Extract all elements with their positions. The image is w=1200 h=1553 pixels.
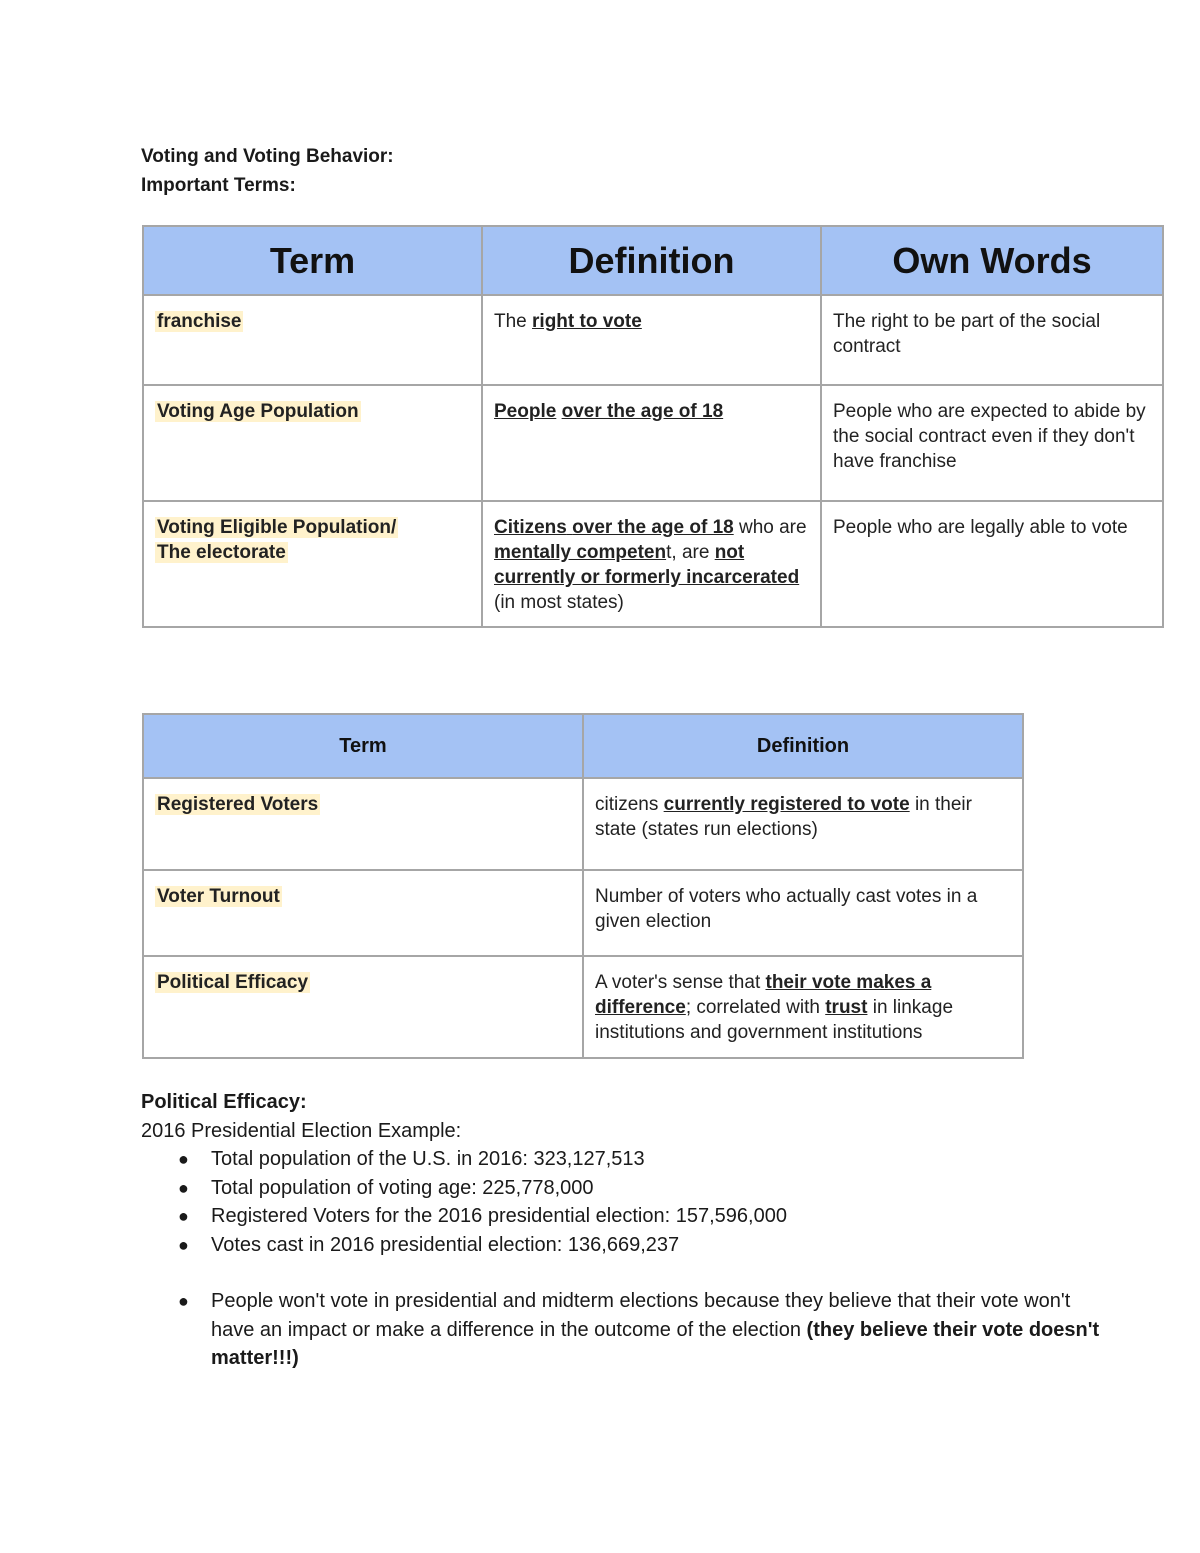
own-words-cell: People who are expected to abide by the social contract even if they don't have franchise	[821, 385, 1163, 501]
term-voter-turnout: Voter Turnout	[157, 886, 280, 907]
bullet-icon: ●	[178, 1149, 189, 1169]
header-own-words: Own Words	[821, 226, 1163, 295]
bullet-list	[141, 1145, 1101, 1373]
header-definition: Definition	[482, 226, 821, 295]
list-item-text: Total population of the U.S. in 2016: 323,127,513	[211, 1148, 645, 1170]
terms-table-2	[142, 713, 1024, 1059]
section-title: Political Efficacy:	[141, 1091, 307, 1113]
header-definition: Definition	[583, 714, 1023, 778]
definition-key-phrase: mentally competen	[494, 542, 667, 563]
section-subtitle: 2016 Presidential Election Example:	[141, 1119, 462, 1142]
table-row	[143, 295, 1163, 385]
term-franchise: franchise	[157, 311, 242, 332]
definition-cell: Number of voters who actually cast votes in a given election	[583, 870, 1023, 956]
bullet-icon: ●	[178, 1177, 189, 1198]
list-item	[178, 1145, 1101, 1174]
table-row	[143, 385, 1163, 501]
list-item-emphasis: (they believe their vote doesn't matter!!!)	[211, 1318, 1100, 1369]
table-header-row	[143, 714, 1023, 778]
definition-key-phrase: their vote makes a difference	[595, 972, 932, 1018]
definition-key-phrase: over the age of 18	[561, 401, 724, 422]
table-header-row	[143, 226, 1163, 295]
list-item-text: Total population of voting age: 225,778,000	[211, 1176, 594, 1199]
list-item	[178, 1231, 1101, 1260]
term-voting-age-population: Voting Age Population	[157, 401, 359, 422]
table-row	[143, 956, 1023, 1058]
definition-text: A voter's sense that	[595, 972, 766, 993]
table-row	[143, 778, 1023, 870]
table-row	[143, 870, 1023, 956]
own-words-cell: People who are legally able to vote	[821, 501, 1163, 627]
definition-cell	[482, 501, 821, 627]
list-item-text: Registered Voters for the 2016 presidential election: 157,596,000	[211, 1205, 787, 1227]
definition-text: The	[494, 311, 533, 332]
term-political-efficacy: Political Efficacy	[157, 972, 309, 993]
page-title: Voting and Voting Behavior:	[141, 146, 394, 167]
term-cell	[143, 778, 583, 870]
definition-text: citizens	[595, 794, 664, 815]
definition-key-phrase: over the age of 18	[572, 517, 734, 538]
definition-cell	[482, 385, 821, 501]
definition-key-phrase: Citizens	[494, 517, 567, 538]
own-words-cell: The right to be part of the social contract	[821, 295, 1163, 385]
definition-key-phrase: currently registered to vote	[663, 794, 910, 815]
definition-key-phrase: trust	[825, 997, 868, 1018]
term-cell	[143, 295, 482, 385]
term-cell	[143, 956, 583, 1058]
term-registered-voters: Registered Voters	[157, 794, 319, 815]
definition-text: t, are	[666, 542, 715, 563]
table-row	[143, 501, 1163, 627]
definition-text: who are	[733, 517, 807, 538]
terms-table-1	[142, 225, 1164, 628]
list-item	[178, 1202, 1101, 1231]
definition-cell	[482, 295, 821, 385]
header-term: Term	[143, 714, 583, 778]
definition-cell	[583, 778, 1023, 870]
term-cell	[143, 385, 482, 501]
bullet-icon: ●	[178, 1206, 189, 1226]
list-item	[178, 1287, 1101, 1373]
definition-cell	[583, 956, 1023, 1058]
term-voting-eligible-population: Voting Eligible Population/	[157, 517, 397, 538]
page-subtitle: Important Terms:	[141, 175, 296, 196]
bullet-icon: ●	[178, 1234, 189, 1255]
term-cell	[143, 870, 583, 956]
definition-key-phrase: right to vote	[532, 311, 642, 332]
definition-text: (in most states)	[494, 592, 624, 613]
definition-text: in their state (states run elections)	[595, 794, 972, 840]
page-heading	[141, 142, 394, 200]
definition-text: ; correlated with	[685, 997, 826, 1018]
list-item	[178, 1174, 1101, 1203]
political-efficacy-section	[141, 1088, 1101, 1373]
term-electorate: The electorate	[157, 542, 286, 563]
header-term: Term	[143, 226, 482, 295]
bullet-icon: ●	[178, 1291, 189, 1311]
definition-key-phrase: not currently or formerly incarcerated	[494, 542, 800, 588]
list-item-text: Votes cast in 2016 presidential election: 136,669,237	[211, 1233, 680, 1256]
definition-key-phrase: People	[494, 401, 557, 422]
definition-text: in linkage institutions and government institutions	[595, 997, 954, 1043]
term-cell	[143, 501, 482, 627]
list-item-text: People won't vote in presidential and midterm elections because they believe that their vote won't have an impact or make a difference in the outcome of the election	[211, 1290, 1071, 1341]
